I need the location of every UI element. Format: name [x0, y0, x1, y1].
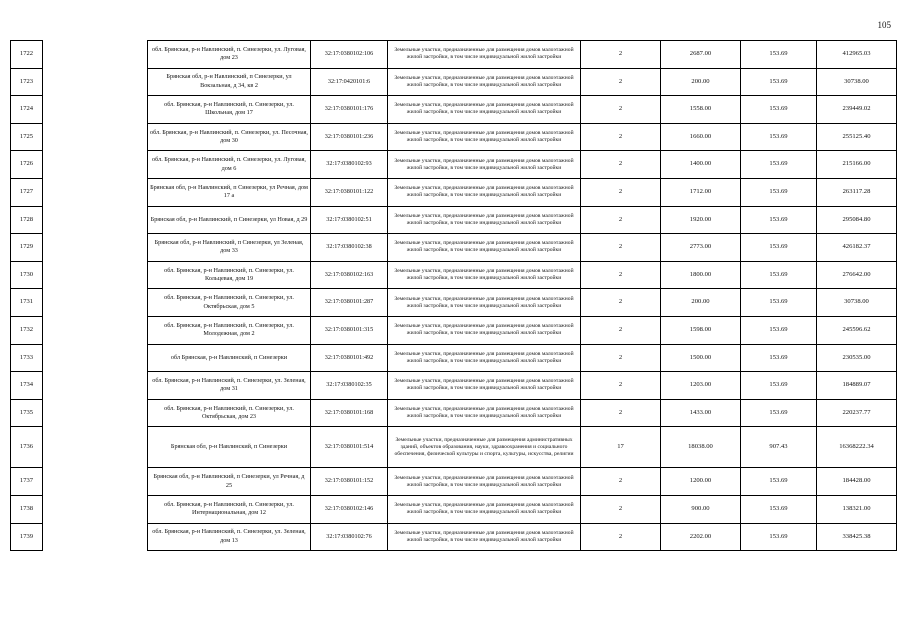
empty-cell	[43, 234, 148, 262]
empty-cell	[43, 427, 148, 468]
row-number: 1733	[11, 344, 43, 372]
specific-value-cell: 153.69	[741, 495, 817, 523]
area-cell: 1500.00	[661, 344, 741, 372]
land-use-cell: Земельные участки, предназначенные для размещения домов малоэтажной жилой застройки, в том числе индивидуальной жилой застройки	[388, 41, 581, 69]
cadastral-value-cell: 295084.80	[817, 206, 897, 234]
cadastral-number-cell: 32:17:0380102:163	[311, 261, 388, 289]
cadastral-number-cell: 32:17:0380102:146	[311, 495, 388, 523]
land-use-cell: Земельные участки, предназначенные для размещения домов малоэтажной жилой застройки, в том числе индивидуальной жилой застройки	[388, 68, 581, 96]
area-cell: 900.00	[661, 495, 741, 523]
table-body	[11, 41, 897, 551]
specific-value-cell: 153.69	[741, 41, 817, 69]
empty-cell	[43, 151, 148, 179]
land-use-cell: Земельные участки, предназначенные для размещения домов малоэтажной жилой застройки, в том числе индивидуальной жилой застройки	[388, 495, 581, 523]
use-group-cell: 2	[581, 316, 661, 344]
land-use-cell: Земельные участки, предназначенные для размещения домов малоэтажной жилой застройки, в том числе индивидуальной жилой застройки	[388, 261, 581, 289]
address-cell: Брянская обл, р-н Навлинский, п Синезерки, ул Речная, дом 17 а	[148, 178, 311, 206]
table-row	[11, 206, 897, 234]
cadastral-value-cell: 263117.28	[817, 178, 897, 206]
row-number: 1729	[11, 234, 43, 262]
address-cell: обл. Брянская, р-н Навлинский, п. Синезерки, ул. Интернациональная, дом 12	[148, 495, 311, 523]
address-cell: Брянская обл, р-н Навлинский, п Синезерки	[148, 427, 311, 468]
area-cell: 1660.00	[661, 123, 741, 151]
empty-cell	[43, 495, 148, 523]
row-number: 1730	[11, 261, 43, 289]
address-cell: обл. Брянская, р-н Навлинский, п. Синезерки, ул. Зеленая, дом 13	[148, 523, 311, 551]
use-group-cell: 2	[581, 41, 661, 69]
empty-cell	[43, 206, 148, 234]
cadastral-value-cell: 245596.62	[817, 316, 897, 344]
row-number: 1734	[11, 372, 43, 400]
table-row	[11, 523, 897, 551]
area-cell: 1712.00	[661, 178, 741, 206]
empty-cell	[43, 316, 148, 344]
row-number: 1737	[11, 468, 43, 496]
land-use-cell: Земельные участки, предназначенные для размещения домов малоэтажной жилой застройки, в том числе индивидуальной жилой застройки	[388, 316, 581, 344]
area-cell: 200.00	[661, 68, 741, 96]
address-cell: обл Брянская, р-н Навлинский, п Синезерки	[148, 344, 311, 372]
row-number: 1739	[11, 523, 43, 551]
cadastral-number-cell: 32:17:0380102:35	[311, 372, 388, 400]
cadastral-value-cell: 426182.37	[817, 234, 897, 262]
row-number: 1724	[11, 96, 43, 124]
cadastral-value-cell: 255125.40	[817, 123, 897, 151]
land-use-cell: Земельные участки, предназначенные для размещения домов малоэтажной жилой застройки, в том числе индивидуальной жилой застройки	[388, 372, 581, 400]
row-number: 1736	[11, 427, 43, 468]
table-row	[11, 123, 897, 151]
table-row	[11, 316, 897, 344]
use-group-cell: 2	[581, 399, 661, 427]
land-use-cell: Земельные участки, предназначенные для размещения домов малоэтажной жилой застройки, в том числе индивидуальной жилой застройки	[388, 468, 581, 496]
row-number: 1723	[11, 68, 43, 96]
cadastral-value-cell: 215166.00	[817, 151, 897, 179]
row-number: 1728	[11, 206, 43, 234]
area-cell: 1800.00	[661, 261, 741, 289]
area-cell: 1400.00	[661, 151, 741, 179]
row-number: 1732	[11, 316, 43, 344]
use-group-cell: 2	[581, 289, 661, 317]
cadastral-value-cell: 184428.00	[817, 468, 897, 496]
specific-value-cell: 153.69	[741, 123, 817, 151]
cadastral-value-table	[10, 40, 897, 551]
use-group-cell: 2	[581, 523, 661, 551]
row-number: 1738	[11, 495, 43, 523]
row-number: 1722	[11, 41, 43, 69]
cadastral-number-cell: 32:17:0380102:38	[311, 234, 388, 262]
area-cell: 2773.00	[661, 234, 741, 262]
empty-cell	[43, 261, 148, 289]
area-cell: 2687.00	[661, 41, 741, 69]
table-row	[11, 399, 897, 427]
row-number: 1725	[11, 123, 43, 151]
specific-value-cell: 153.69	[741, 344, 817, 372]
area-cell: 1558.00	[661, 96, 741, 124]
land-use-cell: Земельные участки, предназначенные для размещения домов малоэтажной жилой застройки, в том числе индивидуальной жилой застройки	[388, 234, 581, 262]
land-use-cell: Земельные участки, предназначенные для размещения домов малоэтажной жилой застройки, в том числе индивидуальной жилой застройки	[388, 344, 581, 372]
specific-value-cell: 153.69	[741, 468, 817, 496]
cadastral-number-cell: 32:17:0380102:106	[311, 41, 388, 69]
address-cell: обл. Брянская, р-н Навлинский, п. Синезерки, ул. Октябрьская, дом 23	[148, 399, 311, 427]
table-row	[11, 96, 897, 124]
address-cell: Брянская обл, р-н Навлинский, п Синезерки, ул Зеленая, дом 33	[148, 234, 311, 262]
address-cell: обл. Брянская, р-н Навлинский, п. Синезерки, ул. Молодежная, дом 2	[148, 316, 311, 344]
use-group-cell: 2	[581, 151, 661, 179]
page-number: 105	[877, 20, 891, 30]
use-group-cell: 2	[581, 234, 661, 262]
address-cell: обл. Брянская, р-н Навлинский, п. Синезерки, ул. Октябрьская, дом 5	[148, 289, 311, 317]
specific-value-cell: 153.69	[741, 178, 817, 206]
area-cell: 1433.00	[661, 399, 741, 427]
specific-value-cell: 153.69	[741, 96, 817, 124]
row-number: 1727	[11, 178, 43, 206]
cadastral-number-cell: 32:17:0380101:176	[311, 96, 388, 124]
table-row	[11, 289, 897, 317]
use-group-cell: 2	[581, 372, 661, 400]
cadastral-value-cell: 184889.07	[817, 372, 897, 400]
empty-cell	[43, 344, 148, 372]
table-row	[11, 178, 897, 206]
empty-cell	[43, 41, 148, 69]
table-row	[11, 344, 897, 372]
address-cell: Брянская обл, р-н Навлинский, п Синезерки, ул Речная, д 25	[148, 468, 311, 496]
cadastral-number-cell: 32:17:0380101:236	[311, 123, 388, 151]
table-row	[11, 261, 897, 289]
address-cell: обл. Брянская, р-н Навлинский, п. Синезерки, ул. Школьная, дом 17	[148, 96, 311, 124]
cadastral-number-cell: 32:17:0380101:122	[311, 178, 388, 206]
address-cell: Брянская обл, р-н Навлинский, п Синезерки, ул Вокзальная, д 34, кв 2	[148, 68, 311, 96]
specific-value-cell: 153.69	[741, 261, 817, 289]
area-cell: 1598.00	[661, 316, 741, 344]
address-cell: обл. Брянская, р-н Навлинский, п. Синезерки, ул. Кольцевая, дом 19	[148, 261, 311, 289]
land-use-cell: Земельные участки, предназначенные для размещения домов малоэтажной жилой застройки, в том числе индивидуальной жилой застройки	[388, 151, 581, 179]
cadastral-value-cell: 16368222.34	[817, 427, 897, 468]
cadastral-number-cell: 32:17:0380101:287	[311, 289, 388, 317]
specific-value-cell: 153.69	[741, 206, 817, 234]
cadastral-value-cell: 412965.03	[817, 41, 897, 69]
specific-value-cell: 907.43	[741, 427, 817, 468]
cadastral-number-cell: 32:17:0380101:315	[311, 316, 388, 344]
empty-cell	[43, 178, 148, 206]
cadastral-number-cell: 32:17:0380101:168	[311, 399, 388, 427]
empty-cell	[43, 289, 148, 317]
cadastral-value-cell: 230535.00	[817, 344, 897, 372]
cadastral-value-cell: 30738.00	[817, 68, 897, 96]
row-number: 1731	[11, 289, 43, 317]
use-group-cell: 2	[581, 468, 661, 496]
use-group-cell: 2	[581, 495, 661, 523]
cadastral-number-cell: 32:17:0420101:6	[311, 68, 388, 96]
land-use-cell: Земельные участки, предназначенные для размещения административных зданий, объектов образования, науки, здравоохранения и социального обеспечения, физической культуры и спорта, культуры, искусства, религии	[388, 427, 581, 468]
table-row	[11, 495, 897, 523]
empty-cell	[43, 68, 148, 96]
land-use-cell: Земельные участки, предназначенные для размещения домов малоэтажной жилой застройки, в том числе индивидуальной жилой застройки	[388, 399, 581, 427]
table-row	[11, 234, 897, 262]
area-cell: 2202.00	[661, 523, 741, 551]
land-use-cell: Земельные участки, предназначенные для размещения домов малоэтажной жилой застройки, в том числе индивидуальной жилой застройки	[388, 289, 581, 317]
cadastral-value-cell: 338425.38	[817, 523, 897, 551]
cadastral-number-cell: 32:17:0380101:152	[311, 468, 388, 496]
use-group-cell: 2	[581, 68, 661, 96]
use-group-cell: 2	[581, 178, 661, 206]
specific-value-cell: 153.69	[741, 399, 817, 427]
cadastral-value-cell: 30738.00	[817, 289, 897, 317]
row-number: 1735	[11, 399, 43, 427]
specific-value-cell: 153.69	[741, 289, 817, 317]
cadastral-number-cell: 32:17:0380102:76	[311, 523, 388, 551]
address-cell: обл. Брянская, р-н Навлинский, п. Синезерки, ул. Песочная, дом 30	[148, 123, 311, 151]
empty-cell	[43, 399, 148, 427]
area-cell: 1920.00	[661, 206, 741, 234]
use-group-cell: 2	[581, 261, 661, 289]
address-cell: Брянская обл, р-н Навлинский, п Синезерки, ул Новая, д 29	[148, 206, 311, 234]
address-cell: обл. Брянская, р-н Навлинский, п. Синезерки, ул. Луговая, дом 6	[148, 151, 311, 179]
cadastral-value-cell: 276642.00	[817, 261, 897, 289]
empty-cell	[43, 372, 148, 400]
specific-value-cell: 153.69	[741, 234, 817, 262]
area-cell: 18038.00	[661, 427, 741, 468]
empty-cell	[43, 96, 148, 124]
area-cell: 200.00	[661, 289, 741, 317]
cadastral-number-cell: 32:17:0380102:93	[311, 151, 388, 179]
row-number: 1726	[11, 151, 43, 179]
land-use-cell: Земельные участки, предназначенные для размещения домов малоэтажной жилой застройки, в том числе индивидуальной жилой застройки	[388, 123, 581, 151]
table-row	[11, 468, 897, 496]
cadastral-number-cell: 32:17:0380101:492	[311, 344, 388, 372]
cadastral-value-cell: 220237.77	[817, 399, 897, 427]
cadastral-value-cell: 138321.00	[817, 495, 897, 523]
area-cell: 1200.00	[661, 468, 741, 496]
area-cell: 1203.00	[661, 372, 741, 400]
specific-value-cell: 153.69	[741, 316, 817, 344]
use-group-cell: 2	[581, 96, 661, 124]
specific-value-cell: 153.69	[741, 523, 817, 551]
use-group-cell: 2	[581, 206, 661, 234]
empty-cell	[43, 123, 148, 151]
land-use-cell: Земельные участки, предназначенные для размещения домов малоэтажной жилой застройки, в том числе индивидуальной жилой застройки	[388, 178, 581, 206]
empty-cell	[43, 468, 148, 496]
table-row	[11, 372, 897, 400]
land-use-cell: Земельные участки, предназначенные для размещения домов малоэтажной жилой застройки, в том числе индивидуальной жилой застройки	[388, 523, 581, 551]
empty-cell	[43, 523, 148, 551]
specific-value-cell: 153.69	[741, 68, 817, 96]
use-group-cell: 2	[581, 123, 661, 151]
table-row	[11, 41, 897, 69]
specific-value-cell: 153.69	[741, 151, 817, 179]
table-row	[11, 427, 897, 468]
address-cell: обл. Брянская, р-н Навлинский, п. Синезерки, ул. Зеленая, дом 31	[148, 372, 311, 400]
specific-value-cell: 153.69	[741, 372, 817, 400]
cadastral-value-cell: 239449.02	[817, 96, 897, 124]
use-group-cell: 17	[581, 427, 661, 468]
use-group-cell: 2	[581, 344, 661, 372]
address-cell: обл. Брянская, р-н Навлинский, п. Синезерки, ул. Луговая, дом 23	[148, 41, 311, 69]
land-use-cell: Земельные участки, предназначенные для размещения домов малоэтажной жилой застройки, в том числе индивидуальной жилой застройки	[388, 96, 581, 124]
cadastral-number-cell: 32:17:0380101:514	[311, 427, 388, 468]
table-row	[11, 68, 897, 96]
cadastral-number-cell: 32:17:0380102:51	[311, 206, 388, 234]
table-row	[11, 151, 897, 179]
land-use-cell: Земельные участки, предназначенные для размещения домов малоэтажной жилой застройки, в том числе индивидуальной жилой застройки	[388, 206, 581, 234]
